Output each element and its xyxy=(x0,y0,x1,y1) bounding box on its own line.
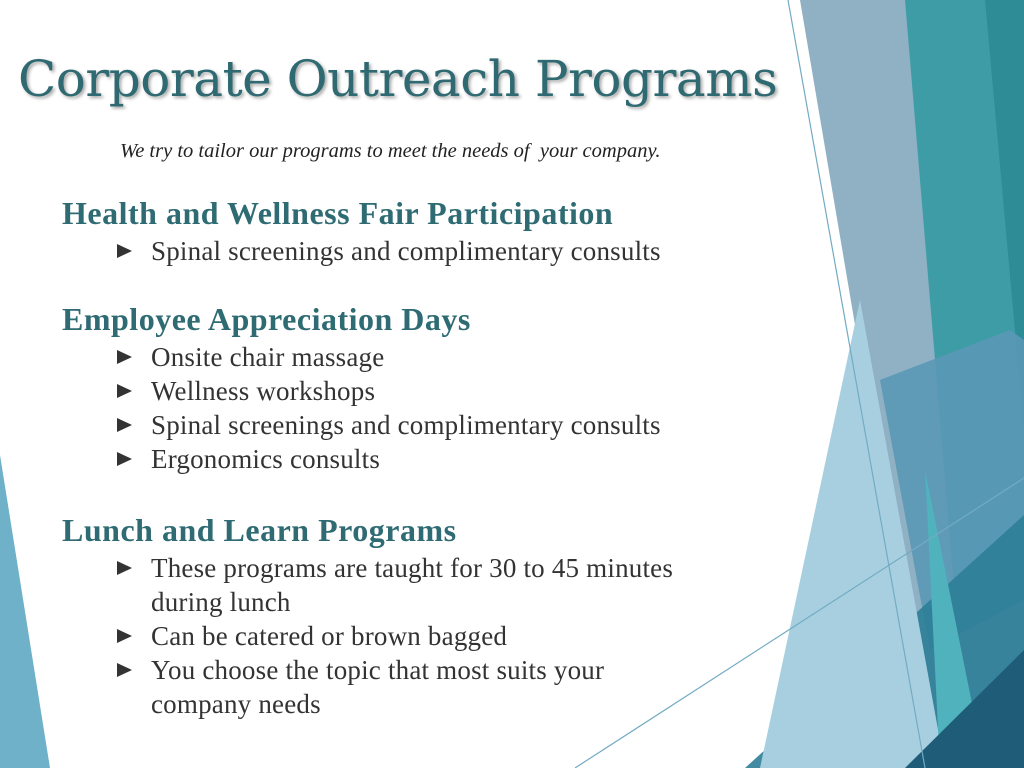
bullet-arrow-icon xyxy=(117,418,132,432)
bullet-text: Can be catered or brown bagged xyxy=(151,621,508,651)
bullet-item xyxy=(151,408,691,442)
bullet-arrow-icon xyxy=(117,244,132,258)
bullet-item xyxy=(151,340,691,374)
bullet-text: Spinal screenings and complimentary consults xyxy=(151,410,661,440)
bullet-item xyxy=(151,619,691,653)
bullet-text: These programs are taught for 30 to 45 minutes during lunch xyxy=(151,553,674,617)
bullet-item xyxy=(151,374,691,408)
bullet-arrow-icon xyxy=(117,384,132,398)
bullet-text: Onsite chair massage xyxy=(151,342,385,372)
bullet-arrow-icon xyxy=(117,350,132,364)
section-health-wellness xyxy=(62,195,691,268)
bullet-list xyxy=(151,340,691,476)
bullet-item xyxy=(151,551,691,619)
bullet-arrow-icon xyxy=(117,629,132,643)
bullet-arrow-icon xyxy=(117,452,132,466)
bullet-text: You choose the topic that most suits your company needs xyxy=(151,655,605,719)
slide-title: Corporate Outreach Programs xyxy=(18,50,778,108)
bullet-list xyxy=(151,551,691,721)
section-heading: Employee Appreciation Days xyxy=(62,301,471,337)
bullet-text: Ergonomics consults xyxy=(151,444,381,474)
bullet-text: Wellness workshops xyxy=(151,376,376,406)
section-lunch-and-learn xyxy=(62,512,691,721)
slide-subtitle: We try to tailor our programs to meet the needs of your company. xyxy=(120,140,661,162)
bullet-list xyxy=(151,234,691,268)
bullet-text: Spinal screenings and complimentary consults xyxy=(151,236,661,266)
bullet-item xyxy=(151,234,691,268)
bullet-item xyxy=(151,653,691,721)
bullet-item xyxy=(151,442,691,476)
bullet-arrow-icon xyxy=(117,663,132,677)
bullet-arrow-icon xyxy=(117,561,132,575)
section-employee-appreciation xyxy=(62,301,691,476)
section-heading: Health and Wellness Fair Participation xyxy=(62,195,614,231)
section-heading: Lunch and Learn Programs xyxy=(62,512,457,548)
